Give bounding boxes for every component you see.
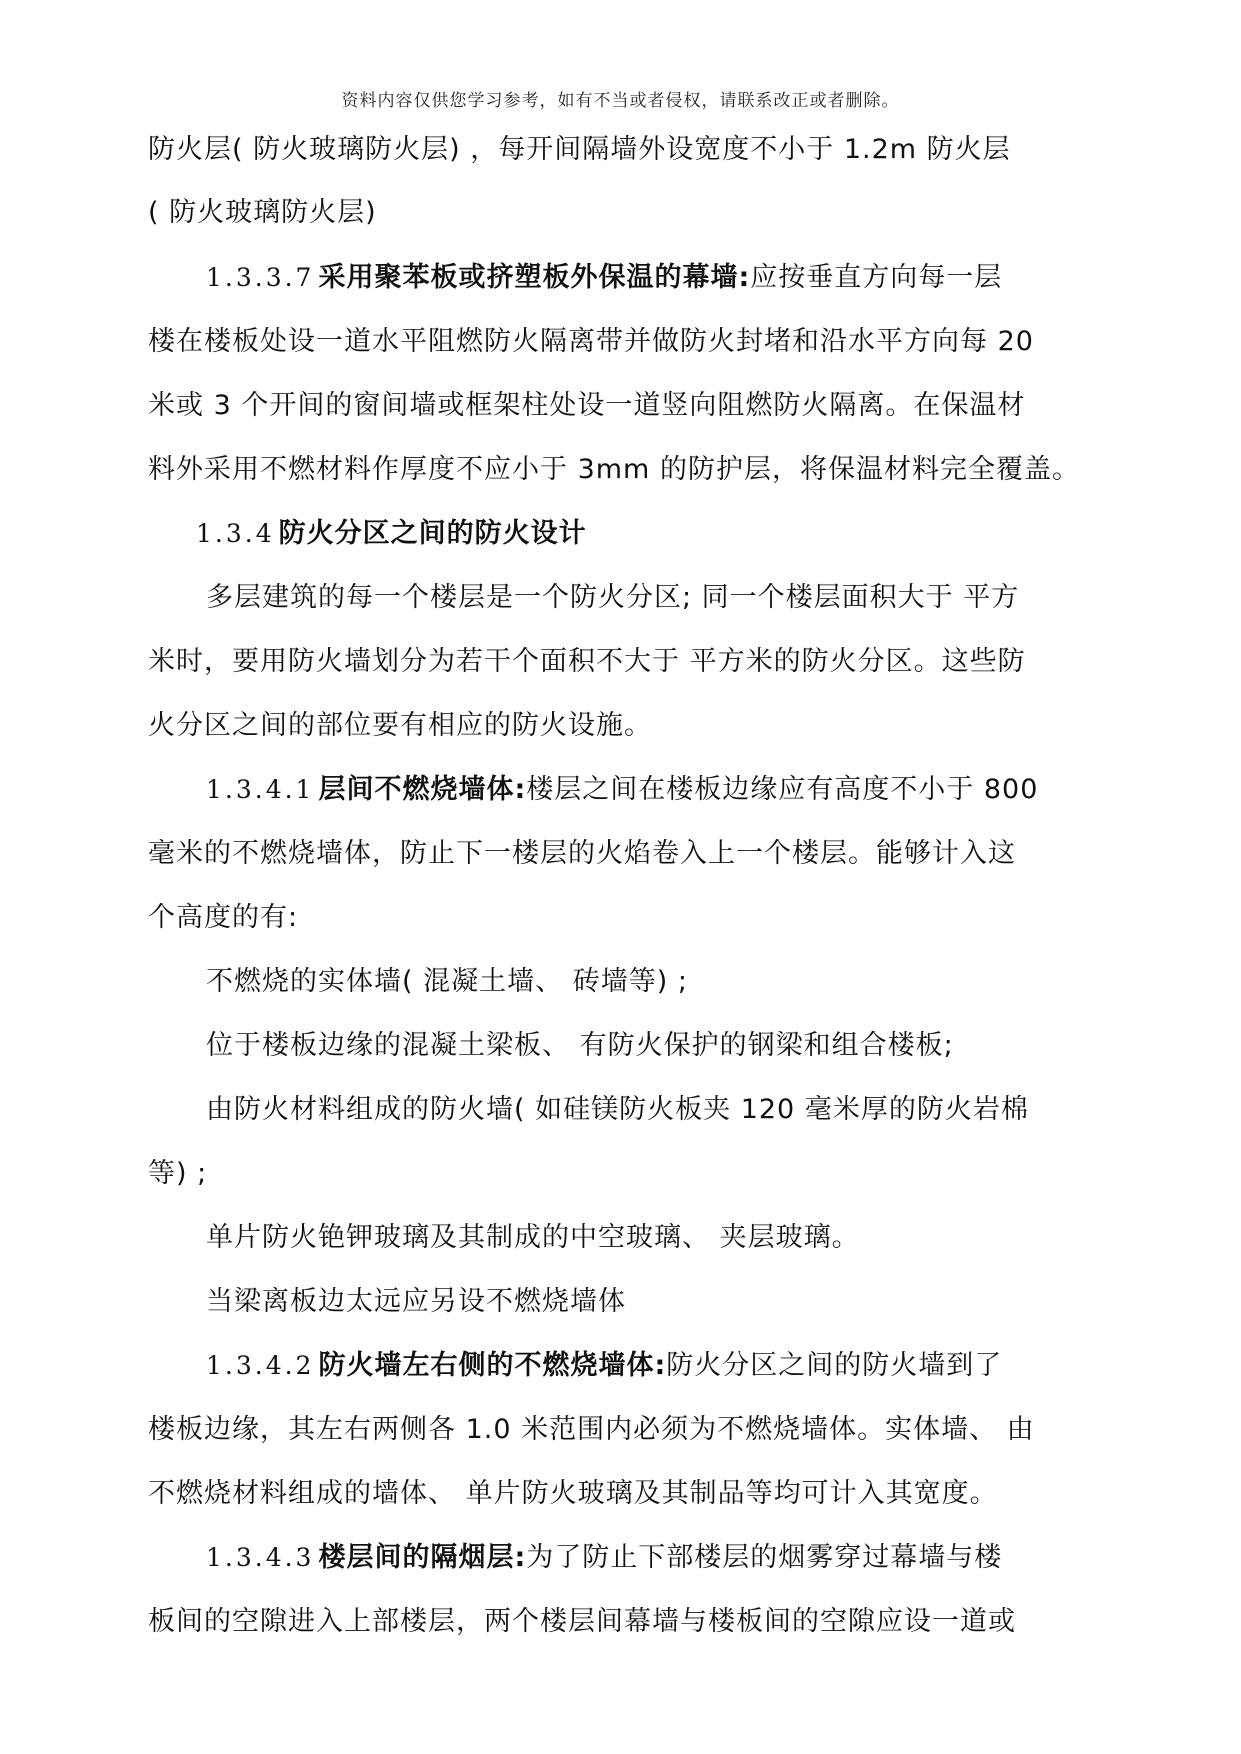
text-line: 板间的空隙进入上部楼层，两个楼层间幕墙与楼板间的空隙应设一道或 bbox=[148, 1606, 1016, 1637]
section-number: 1.3.4.1 bbox=[206, 775, 315, 804]
section-title: 防火分区之间的防火设计 bbox=[278, 518, 587, 549]
text-line: 不燃烧材料组成的墙体、 单片防火玻璃及其制品等均可计入其宽度。 bbox=[148, 1478, 998, 1509]
section-heading-1-3-3-7 bbox=[206, 258, 1108, 298]
section-heading-1-3-4-3 bbox=[206, 1538, 1108, 1578]
text-line: 多层建筑的每一个楼层是一个防火分区; 同一个楼层面积大于 平方 bbox=[206, 582, 1020, 613]
section-number: 1.3.3.7 bbox=[206, 263, 315, 292]
section-number: 1.3.4 bbox=[196, 519, 275, 548]
text-line: ( 防火玻璃防火层) bbox=[148, 197, 377, 228]
text-line: 防火层( 防火玻璃防火层) ，每开间隔墙外设宽度不小于 1.2m 防火层 bbox=[148, 134, 1011, 165]
section-heading-1-3-4-2 bbox=[206, 1346, 1108, 1386]
text-line: 料外采用不燃材料作厚度不应小于 3mm 的防护层，将保温材料完全覆盖。 bbox=[148, 454, 1080, 485]
text-line: 个高度的有: bbox=[148, 902, 299, 933]
text-line: 当梁离板边太远应另设不燃烧墙体 bbox=[206, 1286, 626, 1317]
section-text: 为了防止下部楼层的烟雾穿过幕墙与楼 bbox=[526, 1542, 1003, 1573]
list-item: 位于楼板边缘的混凝土梁板、 有防火保护的钢梁和组合楼板; bbox=[206, 1030, 954, 1061]
section-number: 1.3.4.2 bbox=[206, 1351, 315, 1380]
text-line: 火分区之间的部位要有相应的防火设施。 bbox=[148, 710, 652, 741]
section-title: 防火墙左右侧的不燃烧墙体: bbox=[318, 1350, 667, 1381]
page-header-notice: 资料内容仅供您学习参考，如有不当或者侵权，请联系改正或者删除。 bbox=[341, 91, 900, 111]
section-text: 应按垂直方向每一层 bbox=[750, 262, 1003, 293]
section-text: 防火分区之间的防火墙到了 bbox=[666, 1350, 1003, 1381]
text-line: 楼在楼板处设一道水平阻燃防火隔离带并做防火封堵和沿水平方向每 20 bbox=[148, 326, 1034, 357]
text-line: 毫米的不燃烧墙体，防止下一楼层的火焰卷入上一个楼层。能够计入这 bbox=[148, 838, 1016, 869]
list-item: 单片防火铯钾玻璃及其制成的中空玻璃、 夹层玻璃。 bbox=[206, 1222, 860, 1253]
section-title: 采用聚苯板或挤塑板外保温的幕墙: bbox=[318, 262, 751, 293]
list-item: 不燃烧的实体墙( 混凝土墙、 砖墙等) ; bbox=[206, 966, 688, 997]
section-title: 楼层间的隔烟层: bbox=[318, 1542, 527, 1573]
section-heading-1-3-4 bbox=[196, 514, 1156, 554]
text-line: 楼板边缘，其左右两侧各 1.0 米范围内必须为不燃烧墙体。实体墙、 由 bbox=[148, 1414, 1035, 1445]
section-text: 楼层之间在楼板边缘应有高度不小于 800 bbox=[526, 774, 1039, 805]
list-item: 由防火材料组成的防火墙( 如硅镁防火板夹 120 毫米厚的防火岩棉 bbox=[206, 1094, 1029, 1125]
section-heading-1-3-4-1 bbox=[206, 770, 1108, 810]
section-number: 1.3.4.3 bbox=[206, 1543, 315, 1572]
text-line: 米或 3 个开间的窗间墙或框架柱处设一道竖向阻燃防火隔离。在保温材 bbox=[148, 390, 1026, 421]
text-line: 等) ; bbox=[148, 1158, 208, 1189]
text-line: 米时，要用防火墙划分为若干个面积不大于 平方米的防火分区。这些防 bbox=[148, 646, 1026, 677]
section-title: 层间不燃烧墙体: bbox=[318, 774, 527, 805]
